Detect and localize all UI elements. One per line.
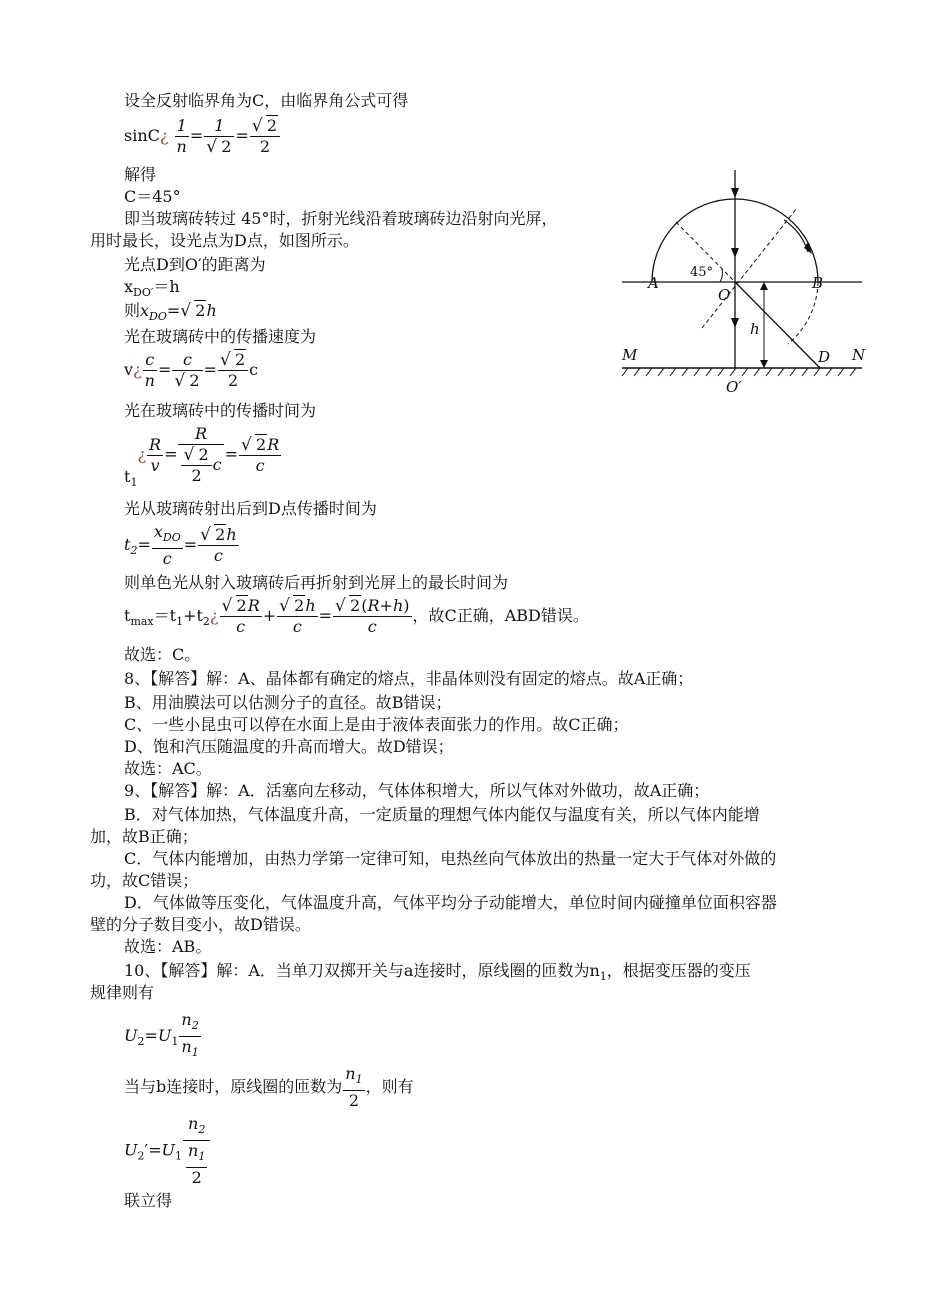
formula-U2prime: $U_2'=U_1$ $\frac{n_2}{\frac{n_1}{2}}$ xyxy=(124,1114,211,1188)
optics-diagram xyxy=(612,168,872,402)
label-Oprime: O′ xyxy=(726,378,742,396)
text-line: $x_{DO'}=h$ xyxy=(124,277,180,299)
text-line: 10、【解答】解：A．当单刀双掷开关与a连接时，原线圈的匝数为$n_1$，根据变压器的变压 xyxy=(124,961,751,983)
text-line: 解得 xyxy=(124,165,157,184)
label-D: D xyxy=(818,348,831,366)
formula-xdo: 则$x_{DO}=√$ 2h xyxy=(124,300,217,328)
label-N: N xyxy=(852,346,866,364)
text-line: C．气体内能增加，由热力学第一定律可知，电热丝向气体放出的热量一定大于气体对外做的 xyxy=(124,849,777,868)
text-line: 联立得 xyxy=(124,1191,173,1210)
text-line: 光在玻璃砖中的传播速度为 xyxy=(124,327,317,346)
text-line: 壁的分子数目变小，故D错误。 xyxy=(90,915,311,934)
text-line: 光点D到O′的距离为 xyxy=(124,255,266,274)
formula-U2: $U_2=U_1$ $\frac{n_2}{n_1}$ xyxy=(124,1010,199,1059)
text-line: 设全反射临界角为C，由临界角公式可得 xyxy=(124,91,409,110)
text-line: 故选：AC。 xyxy=(124,759,212,778)
text-line: 故选：C。 xyxy=(124,645,201,664)
text-line: 光在玻璃砖中的传播时间为 xyxy=(124,401,317,420)
formula-n1-half: 当与b连接时，原线圈的匝数为 $\frac{n_1}{2}$ ，则有 xyxy=(124,1064,414,1110)
text-line: 9、【解答】解：A．活塞向左移动，气体体积增大，所以气体对外做功，故A正确； xyxy=(124,781,710,800)
label-B: B xyxy=(812,274,824,292)
formula-sinC: sinC¿ $\frac{1}{n}$ = 1 √ 2 = √ $\frac{2}{2}$ xyxy=(124,116,281,157)
formula-tmax: $t_{max}=t_1+t_2¿$ √ $\frac{2R}{c}$ + √ $\frac{2h}{c}$ = √ $\frac{2(R+h)}{c}$ ，故C正确，ABD错误。 xyxy=(124,596,589,637)
text-line: 光从玻璃砖射出后到D点传播时间为 xyxy=(124,499,377,518)
text-line: B、用油膜法可以估测分子的直径。故B错误； xyxy=(124,693,452,712)
text-line: B．对气体加热，气体温度升高，一定质量的理想气体内能仅与温度有关，所以气体内能增 xyxy=(124,805,760,824)
text-line: 即当玻璃砖转过 45°时，折射光线沿着玻璃砖边沿射向光屏， xyxy=(124,209,558,228)
text-line: D．气体做等压变化，气体温度升高，气体平均分子动能增大，单位时间内碰撞单位面积容器 xyxy=(124,893,777,912)
text-line: 则单色光从射入玻璃砖后再折射到光屏上的最长时间为 xyxy=(124,573,509,592)
label-M: M xyxy=(622,346,638,364)
label-A: A xyxy=(648,274,659,292)
label-45: 45° xyxy=(690,265,714,280)
label-O: O xyxy=(718,286,731,304)
label-h: h xyxy=(750,320,760,338)
text-line: 用时最长，设光点为D点，如图所示。 xyxy=(90,231,359,250)
text-line: 8、【解答】解：A、晶体都有确定的熔点，非晶体则没有固定的熔点。故A正确； xyxy=(124,669,694,688)
text-line: D、饱和汽压随温度的升高而增大。故D错误； xyxy=(124,737,454,756)
text-line: C＝45° xyxy=(124,187,181,206)
text-line: 功，故C错误； xyxy=(90,871,199,890)
text-line: 加，故B正确； xyxy=(90,827,198,846)
text-line: C、一些小昆虫可以停在水面上是由于液体表面张力的作用。故C正确； xyxy=(124,715,629,734)
formula-v: v¿ $\frac{c}{n}$ = c √ 2 = √ $\frac{2}{2}$ c xyxy=(124,350,258,391)
formula-t2: $t_2=$ $x_{DO}$ c = √ $\frac{2h}{c}$ xyxy=(124,522,240,569)
text-line: 规律则有 xyxy=(90,983,155,1002)
text-line: 故选：AB。 xyxy=(124,937,212,956)
formula-t1: $t_1¿$ $\frac{R}{v}$ = R √ $\frac{2}{2}$ c = √ $\frac{2R}{c}$ xyxy=(124,424,282,494)
